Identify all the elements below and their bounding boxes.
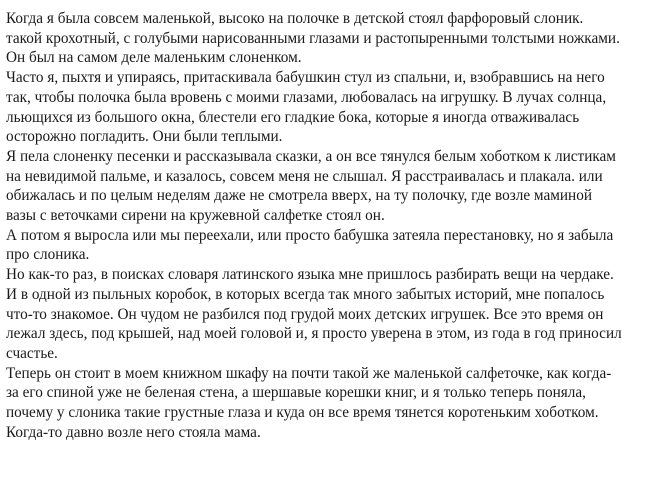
text-line: лежал здесь, под крышей, над моей головой и, я просто уверена в этом, из года в год приносил (6, 325, 622, 343)
text-line: почему у слоника такие грустные глаза и куда он все время тянется коротеньким хоботком. (6, 404, 599, 422)
text-line: Теперь он стоит в моем книжном шкафу на почти такой же маленькой салфеточке, как когда- (6, 364, 612, 382)
text-line: такой крохотный, с голубыми нарисованными глазами и растопыренными толстыми ножками. (6, 29, 620, 47)
text-line: за его спиной уже не беленая стена, а шершавые корешки книг, и я только теперь поняла, (6, 384, 586, 402)
text-line: про слоника. (6, 246, 90, 264)
text-line: Я пела слоненку песенки и рассказывала сказки, а он все тянулся белым хоботком к листикам (6, 147, 616, 165)
text-line: льющихся из большого окна, блестели его гладкие бока, которые я иногда отваживалась (6, 108, 580, 126)
text-line: обижалась и по целым неделям даже не смотрела вверх, на ту полочку, где возле маминой (6, 187, 592, 205)
text-line: Часто я, пыхтя и упираясь, притаскивала бабушкин стул из спальни, и, взобравшись на него (6, 69, 605, 87)
text-line: Но как-то раз, в поисках словаря латинского языка мне пришлось разбирать вещи на чердаке. (6, 266, 614, 284)
text-line: счастье. (6, 344, 58, 362)
text-line: что-то знакомое. Он чудом не разбился под грудой моих детских игрушек. Все это время он (6, 305, 604, 323)
text-line: Когда-то давно возле него стояла мама. (6, 423, 261, 441)
text-line: Когда я была совсем маленькой, высоко на полочке в детской стоял фарфоровый слоник. (6, 10, 584, 27)
text-line: осторожно погладить. Они были теплыми. (6, 128, 283, 146)
text-line: И в одной из пыльных коробок, в которых всегда так много забытых историй, мне попалось (6, 285, 605, 303)
text-line: вазы с веточками сирени на кружевной салфетке стоял он. (6, 207, 385, 225)
text-line: так, чтобы полочка была вровень с моими глазами, любовалась на игрушку. В лучах солнца, (6, 88, 607, 106)
text-line: Он был на самом деле маленьким слоненком. (6, 49, 302, 67)
text-line: на невидимой пальме, и казалось, совсем меня не слышал. Я расстраивалась и плакала. или (6, 167, 603, 185)
text-line: А потом я выросла или мы переехали, или просто бабушка затеяла перестановку, но я забыла (6, 226, 614, 244)
